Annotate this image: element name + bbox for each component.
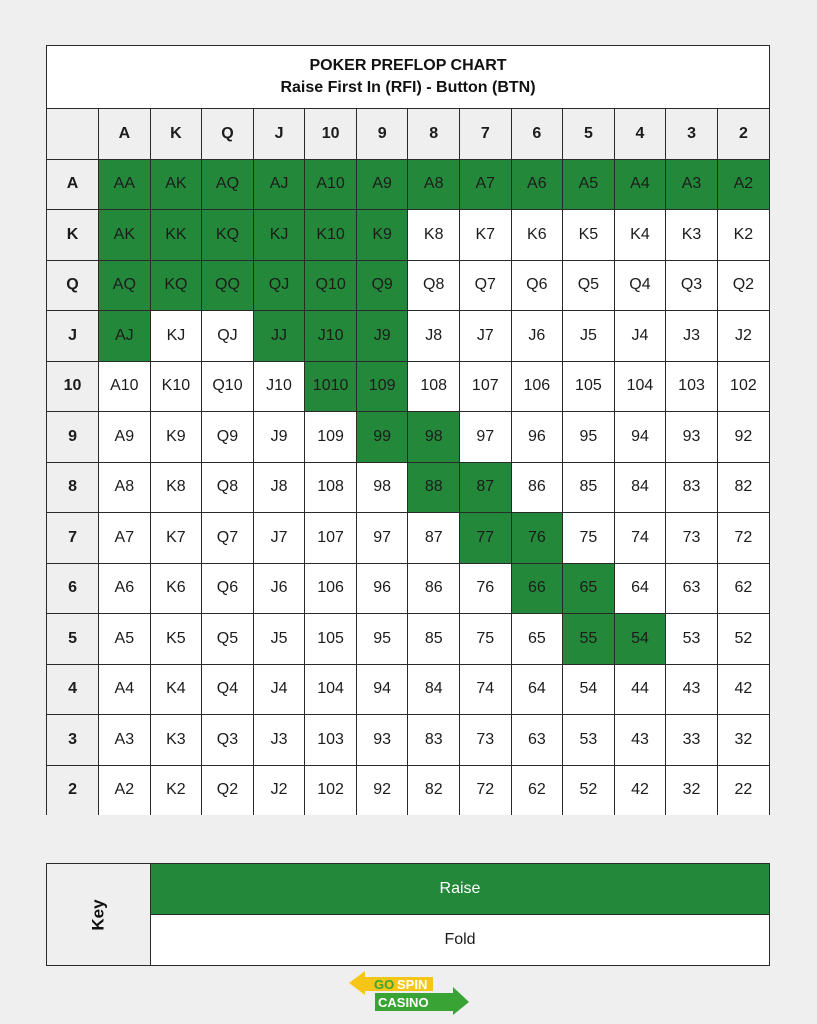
hand-cell-raise: 76	[511, 513, 563, 564]
hand-cell-raise: AQ	[99, 260, 151, 311]
hand-cell-fold: K4	[614, 210, 666, 261]
hand-cell-fold: J10	[253, 361, 305, 412]
gospin-casino-logo	[349, 969, 469, 1015]
legend	[46, 863, 770, 966]
hand-cell-fold: J8	[253, 462, 305, 513]
row-rank-header: 3	[47, 715, 99, 766]
hand-cell-fold: 76	[460, 563, 512, 614]
hand-cell-raise: A2	[717, 159, 769, 210]
hand-cell-fold: Q7	[202, 513, 254, 564]
hand-cell-fold: Q4	[614, 260, 666, 311]
hand-cell-fold: 108	[305, 462, 357, 513]
row-rank-header: 9	[47, 412, 99, 463]
hand-cell-raise: 77	[460, 513, 512, 564]
hand-cell-fold: 63	[511, 715, 563, 766]
hand-cell-fold: 92	[717, 412, 769, 463]
hand-cell-fold: K2	[717, 210, 769, 261]
hand-cell-fold: 52	[717, 614, 769, 665]
hand-cell-fold: 103	[666, 361, 718, 412]
hand-cell-raise: AJ	[99, 311, 151, 362]
row-rank-header: 5	[47, 614, 99, 665]
hand-cell-fold: 107	[305, 513, 357, 564]
hand-cell-fold: Q5	[202, 614, 254, 665]
hand-cell-fold: 96	[511, 412, 563, 463]
hand-cell-fold: 87	[408, 513, 460, 564]
hand-cell-fold: J5	[253, 614, 305, 665]
hand-row	[47, 563, 769, 614]
hand-cell-fold: A9	[99, 412, 151, 463]
legend-title	[47, 864, 151, 965]
hand-row	[47, 664, 769, 715]
hand-cell-fold: 52	[563, 765, 615, 815]
hand-cell-fold: 84	[614, 462, 666, 513]
legend-fold: Fold	[151, 915, 769, 965]
hand-cell-fold: Q5	[563, 260, 615, 311]
legend-raise: Raise	[151, 864, 769, 915]
hand-cell-fold: Q8	[202, 462, 254, 513]
hand-cell-fold: K6	[150, 563, 202, 614]
hand-cell-raise: Q9	[356, 260, 408, 311]
hand-cell-fold: 22	[717, 765, 769, 815]
hand-cell-raise: 98	[408, 412, 460, 463]
hand-cell-fold: Q2	[202, 765, 254, 815]
hand-cell-fold: 109	[305, 412, 357, 463]
hand-cell-fold: Q6	[202, 563, 254, 614]
logo-spin: SPIN	[397, 977, 428, 992]
column-rank-header: 10	[305, 109, 357, 159]
hand-cell-fold: 43	[666, 664, 718, 715]
preflop-chart	[46, 45, 770, 815]
hand-cell-fold: Q10	[202, 361, 254, 412]
hand-row	[47, 715, 769, 766]
hand-cell-fold: J4	[614, 311, 666, 362]
hand-cell-fold: KJ	[150, 311, 202, 362]
hand-cell-fold: K8	[408, 210, 460, 261]
hand-cell-fold: Q4	[202, 664, 254, 715]
hand-cell-raise: K10	[305, 210, 357, 261]
chart-title	[47, 46, 769, 109]
hand-cell-fold: 105	[563, 361, 615, 412]
hand-cell-fold: 73	[666, 513, 718, 564]
hand-cell-raise: 65	[563, 563, 615, 614]
hand-cell-raise: A3	[666, 159, 718, 210]
hand-cell-fold: 43	[614, 715, 666, 766]
hand-cell-fold: K9	[150, 412, 202, 463]
hand-cell-fold: J7	[460, 311, 512, 362]
hand-cell-raise: J9	[356, 311, 408, 362]
row-rank-header: K	[47, 210, 99, 261]
hand-cell-fold: 82	[408, 765, 460, 815]
hand-cell-raise: A5	[563, 159, 615, 210]
hand-cell-fold: Q2	[717, 260, 769, 311]
hand-cell-fold: 74	[460, 664, 512, 715]
hand-cell-fold: K5	[150, 614, 202, 665]
hand-cell-fold: 82	[717, 462, 769, 513]
hand-cell-raise: AQ	[202, 159, 254, 210]
hand-cell-fold: 53	[666, 614, 718, 665]
hand-cell-fold: 32	[666, 765, 718, 815]
row-rank-header: J	[47, 311, 99, 362]
hand-cell-fold: 96	[356, 563, 408, 614]
row-rank-header: Q	[47, 260, 99, 311]
hand-cell-fold: 85	[408, 614, 460, 665]
hand-cell-fold: K4	[150, 664, 202, 715]
hand-cell-fold: K3	[666, 210, 718, 261]
hand-cell-fold: 102	[717, 361, 769, 412]
hand-cell-fold: Q8	[408, 260, 460, 311]
column-rank-header: Q	[202, 109, 254, 159]
row-rank-header: 4	[47, 664, 99, 715]
hand-cell-raise: AJ	[253, 159, 305, 210]
hand-cell-fold: K7	[150, 513, 202, 564]
hand-cell-fold: A8	[99, 462, 151, 513]
hand-cell-raise: A4	[614, 159, 666, 210]
hand-cell-fold: 98	[356, 462, 408, 513]
hand-cell-fold: A7	[99, 513, 151, 564]
hand-cell-fold: J6	[511, 311, 563, 362]
hand-cell-raise: 1010	[305, 361, 357, 412]
hand-cell-raise: AA	[99, 159, 151, 210]
row-rank-header: 8	[47, 462, 99, 513]
hand-cell-raise: A8	[408, 159, 460, 210]
hand-cell-fold: 104	[305, 664, 357, 715]
hand-cell-raise: 109	[356, 361, 408, 412]
row-rank-header: 2	[47, 765, 99, 815]
hand-row	[47, 614, 769, 665]
hand-row	[47, 462, 769, 513]
legend-title-text: Key	[88, 898, 108, 931]
column-rank-header: 6	[511, 109, 563, 159]
hand-cell-fold: A10	[99, 361, 151, 412]
hand-cell-fold: 42	[717, 664, 769, 715]
hand-cell-fold: Q9	[202, 412, 254, 463]
column-rank-header: J	[253, 109, 305, 159]
hand-cell-fold: J4	[253, 664, 305, 715]
hand-cell-fold: J3	[253, 715, 305, 766]
hand-cell-raise: K9	[356, 210, 408, 261]
hand-cell-fold: 94	[614, 412, 666, 463]
row-rank-header: 6	[47, 563, 99, 614]
logo-casino: CASINO	[378, 995, 429, 1010]
hand-cell-fold: 86	[408, 563, 460, 614]
hand-cell-fold: 106	[305, 563, 357, 614]
hand-cell-fold: 64	[511, 664, 563, 715]
chart-subtitle: Raise First In (RFI) - Button (BTN)	[280, 79, 536, 96]
hand-cell-fold: 65	[511, 614, 563, 665]
hand-cell-fold: A2	[99, 765, 151, 815]
hand-cell-fold: 108	[408, 361, 460, 412]
hand-cell-fold: J8	[408, 311, 460, 362]
hand-cell-raise: 99	[356, 412, 408, 463]
hand-cell-raise: 66	[511, 563, 563, 614]
column-rank-header: A	[99, 109, 151, 159]
hand-cell-fold: 74	[614, 513, 666, 564]
hand-row	[47, 159, 769, 210]
hand-cell-fold: Q3	[202, 715, 254, 766]
hand-cell-fold: K6	[511, 210, 563, 261]
hand-cell-fold: 72	[460, 765, 512, 815]
hand-cell-fold: Q6	[511, 260, 563, 311]
hand-cell-fold: 94	[356, 664, 408, 715]
hand-cell-fold: J5	[563, 311, 615, 362]
hand-cell-fold: 75	[460, 614, 512, 665]
hand-cell-fold: 75	[563, 513, 615, 564]
hand-cell-fold: 86	[511, 462, 563, 513]
hand-cell-raise: KK	[150, 210, 202, 261]
hand-cell-fold: 97	[356, 513, 408, 564]
hand-cell-raise: J10	[305, 311, 357, 362]
hand-cell-fold: 85	[563, 462, 615, 513]
hand-cell-fold: 95	[563, 412, 615, 463]
hand-cell-fold: 62	[511, 765, 563, 815]
hand-cell-fold: 102	[305, 765, 357, 815]
hand-row	[47, 311, 769, 362]
hand-cell-fold: J2	[717, 311, 769, 362]
hand-cell-fold: A4	[99, 664, 151, 715]
hand-cell-raise: Q10	[305, 260, 357, 311]
hand-cell-raise: KQ	[150, 260, 202, 311]
rank-header-row	[47, 109, 769, 159]
hand-cell-fold: K7	[460, 210, 512, 261]
hand-cell-fold: 93	[356, 715, 408, 766]
hand-cell-raise: A9	[356, 159, 408, 210]
hand-cell-fold: K5	[563, 210, 615, 261]
hand-cell-fold: J3	[666, 311, 718, 362]
hand-cell-fold: 44	[614, 664, 666, 715]
hand-cell-raise: QQ	[202, 260, 254, 311]
hand-cell-raise: KQ	[202, 210, 254, 261]
row-rank-header: 7	[47, 513, 99, 564]
hand-cell-fold: K8	[150, 462, 202, 513]
hand-cell-fold: A5	[99, 614, 151, 665]
hand-cell-raise: A10	[305, 159, 357, 210]
grid-corner	[47, 109, 99, 159]
hand-cell-fold: K3	[150, 715, 202, 766]
hand-grid	[47, 109, 769, 815]
hand-cell-fold: 92	[356, 765, 408, 815]
hand-cell-fold: 83	[408, 715, 460, 766]
column-rank-header: 2	[717, 109, 769, 159]
hand-cell-raise: 55	[563, 614, 615, 665]
hand-cell-fold: K2	[150, 765, 202, 815]
hand-cell-fold: 54	[563, 664, 615, 715]
logo-go: GO	[374, 977, 395, 992]
chart-title-main: POKER PREFLOP CHART	[309, 57, 507, 74]
hand-cell-fold: 103	[305, 715, 357, 766]
hand-cell-fold: 107	[460, 361, 512, 412]
hand-cell-fold: 84	[408, 664, 460, 715]
hand-cell-raise: A6	[511, 159, 563, 210]
hand-cell-raise: AK	[99, 210, 151, 261]
hand-cell-fold: Q3	[666, 260, 718, 311]
hand-cell-fold: 62	[717, 563, 769, 614]
column-rank-header: 5	[563, 109, 615, 159]
hand-cell-raise: 87	[460, 462, 512, 513]
hand-cell-fold: 105	[305, 614, 357, 665]
hand-cell-raise: QJ	[253, 260, 305, 311]
hand-row	[47, 765, 769, 815]
hand-cell-fold: 93	[666, 412, 718, 463]
hand-row	[47, 210, 769, 261]
hand-cell-raise: JJ	[253, 311, 305, 362]
hand-cell-fold: 64	[614, 563, 666, 614]
hand-cell-fold: 106	[511, 361, 563, 412]
hand-cell-fold: A6	[99, 563, 151, 614]
hand-row	[47, 260, 769, 311]
column-rank-header: K	[150, 109, 202, 159]
hand-row	[47, 412, 769, 463]
hand-row	[47, 513, 769, 564]
hand-cell-raise: 54	[614, 614, 666, 665]
row-rank-header: A	[47, 159, 99, 210]
hand-cell-fold: K10	[150, 361, 202, 412]
hand-cell-fold: 32	[717, 715, 769, 766]
row-rank-header: 10	[47, 361, 99, 412]
hand-row	[47, 361, 769, 412]
hand-cell-raise: AK	[150, 159, 202, 210]
hand-cell-fold: 95	[356, 614, 408, 665]
column-rank-header: 4	[614, 109, 666, 159]
column-rank-header: 8	[408, 109, 460, 159]
hand-cell-fold: J6	[253, 563, 305, 614]
hand-cell-fold: 83	[666, 462, 718, 513]
hand-cell-raise: KJ	[253, 210, 305, 261]
hand-cell-fold: 97	[460, 412, 512, 463]
hand-cell-fold: QJ	[202, 311, 254, 362]
column-rank-header: 7	[460, 109, 512, 159]
hand-cell-fold: J2	[253, 765, 305, 815]
hand-cell-fold: 63	[666, 563, 718, 614]
column-rank-header: 3	[666, 109, 718, 159]
hand-cell-raise: 88	[408, 462, 460, 513]
hand-cell-fold: J9	[253, 412, 305, 463]
column-rank-header: 9	[356, 109, 408, 159]
hand-cell-fold: J7	[253, 513, 305, 564]
hand-cell-fold: 72	[717, 513, 769, 564]
hand-cell-fold: 53	[563, 715, 615, 766]
hand-cell-fold: 33	[666, 715, 718, 766]
hand-cell-fold: 73	[460, 715, 512, 766]
hand-cell-fold: Q7	[460, 260, 512, 311]
hand-cell-fold: A3	[99, 715, 151, 766]
hand-cell-fold: 104	[614, 361, 666, 412]
hand-cell-raise: A7	[460, 159, 512, 210]
hand-cell-fold: 42	[614, 765, 666, 815]
